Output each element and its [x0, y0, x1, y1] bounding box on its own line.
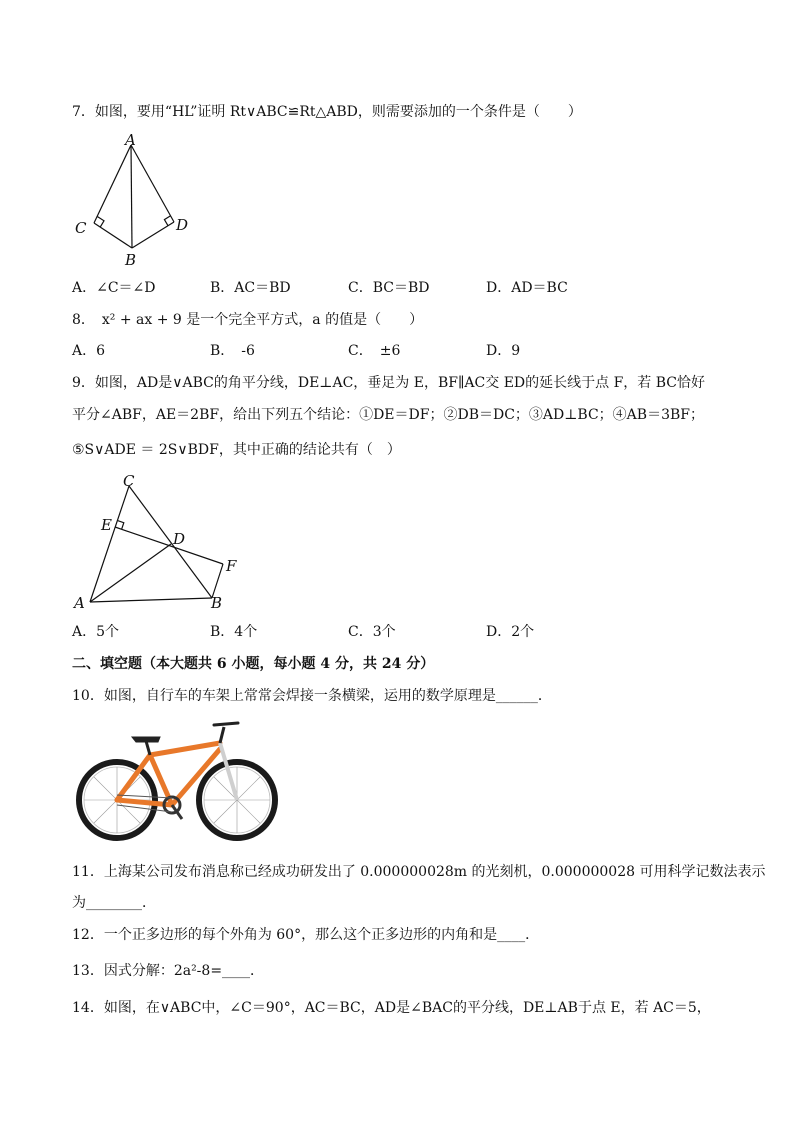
- q7-option-d[interactable]: D．AD＝BC: [486, 280, 568, 296]
- q7-label-a: A: [125, 132, 136, 149]
- q10-text: 10．如图，自行车的车架上常常会焊接一条横梁，运用的数学原理是______．: [72, 688, 552, 704]
- q8-option-d[interactable]: D．9: [486, 343, 521, 359]
- q7-option-a[interactable]: A．∠C＝∠D: [72, 280, 156, 296]
- q8-option-b[interactable]: B． -6: [210, 343, 255, 359]
- q9-label-a: A: [74, 594, 85, 612]
- q9-label-d: D: [173, 530, 186, 548]
- q9-line-1: 9．如图，AD是∨ABC的角平分线，DE⊥AC，垂足为 E，BF∥AC交 ED的延长线于点 F，若 BC恰好: [72, 375, 706, 391]
- q11-line-1: 11．上海某公司发布消息称已经成功研发出了 0.000000028m 的光刻机，0.000000028 可用科学记数法表示: [72, 864, 766, 880]
- q7-label-b: B: [125, 251, 137, 268]
- q11-line-2: 为________．: [72, 895, 156, 911]
- q7-option-b[interactable]: B．AC＝BD: [210, 280, 291, 296]
- q7-text: 7．如图，要用“HL”证明 Rt∨ABC≌Rt△ABD，则需要添加的一个条件是（ ）: [72, 104, 582, 120]
- q7-label-c: C: [75, 219, 87, 237]
- q9-line-3: ⑤S∨ADE ＝ 2S∨BDF，其中正确的结论共有（ ）: [72, 442, 401, 458]
- q14-text: 14．如图，在∨ABC中，∠C＝90°，AC＝BC，AD是∠BAC的平分线，DE⊥AB于点 E，若 AC＝5，: [72, 1000, 711, 1016]
- q7-figure: [70, 132, 200, 268]
- q9-label-f: F: [226, 557, 237, 575]
- q12-text: 12．一个正多边形的每个外角为 60°，那么这个正多边形的内角和是____．: [72, 927, 540, 943]
- q7-label-d: D: [176, 216, 189, 234]
- q9-option-a[interactable]: A．5个: [72, 624, 120, 640]
- section-2-title: 二、填空题（本大题共 6 小题，每小题 4 分，共 24 分）: [72, 656, 435, 672]
- q9-option-c[interactable]: C．3个: [348, 624, 396, 640]
- q13-text: 13．因式分解：2a²-8=____．: [72, 963, 265, 979]
- q9-line-2: 平分∠ABF，AE＝2BF，给出下列五个结论：①DE＝DF；②DB＝DC；③AD⊥BC；④AB＝3BF；: [72, 407, 704, 423]
- q7-option-c[interactable]: C．BC＝BD: [348, 280, 430, 296]
- bicycle-image: [72, 715, 282, 845]
- q9-option-b[interactable]: B．4个: [210, 624, 258, 640]
- q9-label-b: B: [211, 594, 223, 612]
- q8-text: 8． x² + ax + 9 是一个完全平方式，a 的值是（ ）: [72, 312, 424, 328]
- q8-option-c[interactable]: C． ±6: [348, 343, 401, 359]
- q9-figure: [70, 470, 250, 615]
- q9-option-d[interactable]: D．2个: [486, 624, 535, 640]
- q8-option-a[interactable]: A．6: [72, 343, 106, 359]
- q9-label-e: E: [101, 516, 112, 534]
- q9-label-c: C: [123, 472, 135, 490]
